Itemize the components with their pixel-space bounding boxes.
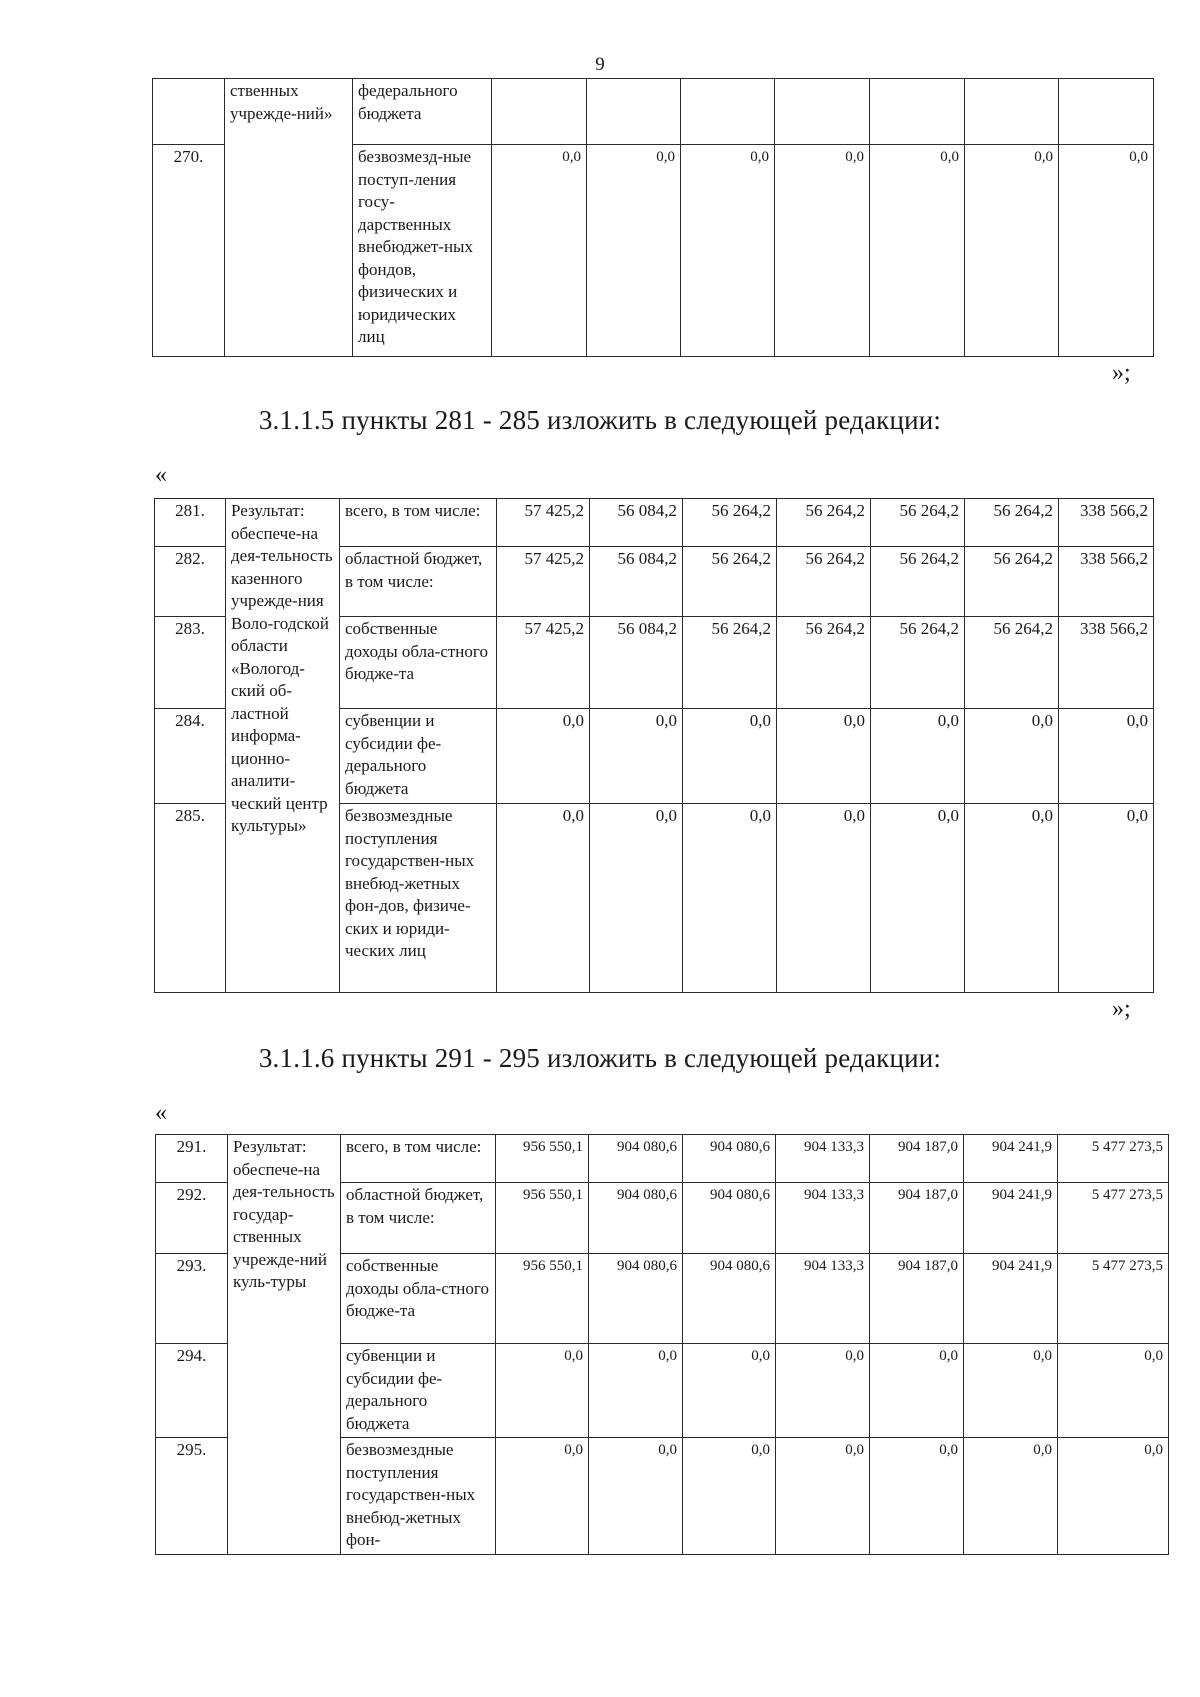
row-number: 270. [153, 145, 225, 357]
value-cell: 56 084,2 [590, 617, 683, 709]
value-cell: 904 080,6 [589, 1183, 683, 1254]
value-cell [587, 79, 681, 145]
value-cell [870, 79, 965, 145]
value-cell: 56 264,2 [777, 617, 871, 709]
value-cell [775, 79, 870, 145]
value-cell: 0,0 [589, 1438, 683, 1555]
row-number: 294. [156, 1344, 228, 1438]
value-cell: 0,0 [871, 804, 965, 993]
table-row [156, 1135, 1169, 1183]
row-number: 285. [155, 804, 226, 993]
value-cell: 338 566,2 [1059, 499, 1154, 547]
value-cell: 904 187,0 [870, 1254, 964, 1344]
value-cell: 0,0 [683, 1344, 776, 1438]
funding-source: субвенции и субсидии фе-дерального бюджета [340, 709, 497, 804]
row-number: 295. [156, 1438, 228, 1555]
page-number: 9 [595, 54, 605, 75]
value-cell: 56 264,2 [965, 499, 1059, 547]
value-cell: 0,0 [590, 709, 683, 804]
value-cell: 5 477 273,5 [1058, 1254, 1169, 1344]
budget-table-281-285 [154, 498, 1154, 993]
value-cell: 0,0 [964, 1344, 1058, 1438]
value-cell [681, 79, 775, 145]
row-number: 293. [156, 1254, 228, 1344]
value-cell: 0,0 [870, 145, 965, 357]
value-cell: 56 264,2 [777, 499, 871, 547]
value-cell: 904 080,6 [589, 1135, 683, 1183]
result-description: ственных учрежде-ний» [225, 79, 353, 357]
result-description: Результат: обеспече-на дея-тельность государ-ственных учрежде-ний куль-туры [228, 1135, 341, 1555]
value-cell: 0,0 [964, 1438, 1058, 1555]
row-number: 282. [155, 547, 226, 617]
value-cell: 0,0 [1058, 1438, 1169, 1555]
value-cell: 0,0 [589, 1344, 683, 1438]
value-cell: 5 477 273,5 [1058, 1183, 1169, 1254]
value-cell: 904 241,9 [964, 1254, 1058, 1344]
result-description: Результат: обеспече-на дея-тельность казенного учрежде-ния Воло-годской области «Вологод-ский об-ластной информа-ционно-аналити-ческий центр культуры» [226, 499, 340, 993]
value-cell: 904 080,6 [683, 1254, 776, 1344]
value-cell: 57 425,2 [497, 617, 590, 709]
value-cell: 0,0 [965, 804, 1059, 993]
closing-quote: »; [1112, 360, 1131, 386]
value-cell: 56 264,2 [871, 499, 965, 547]
value-cell: 0,0 [870, 1438, 964, 1555]
value-cell: 57 425,2 [497, 547, 590, 617]
funding-source: безвозмезд-ные поступ-ления госу-дарственных внебюджет-ных фондов, физических и юридических лиц [353, 145, 492, 357]
opening-quote: « [155, 462, 167, 488]
value-cell: 0,0 [965, 145, 1059, 357]
funding-source: всего, в том числе: [341, 1135, 496, 1183]
value-cell: 904 187,0 [870, 1135, 964, 1183]
value-cell: 0,0 [496, 1344, 589, 1438]
section-heading: 3.1.1.6 пункты 291 - 295 изложить в следующей редакции: [258, 1043, 942, 1073]
row-number: 284. [155, 709, 226, 804]
value-cell: 56 084,2 [590, 547, 683, 617]
value-cell: 0,0 [496, 1438, 589, 1555]
value-cell: 0,0 [497, 804, 590, 993]
value-cell: 0,0 [587, 145, 681, 357]
budget-table-continuation [152, 78, 1154, 357]
value-cell: 56 264,2 [683, 617, 777, 709]
value-cell: 904 133,3 [776, 1183, 870, 1254]
budget-table-291-295 [155, 1134, 1169, 1555]
row-number: 283. [155, 617, 226, 709]
section-heading: 3.1.1.5 пункты 281 - 285 изложить в следующей редакции: [258, 405, 942, 435]
value-cell: 56 264,2 [777, 547, 871, 617]
value-cell: 904 080,6 [683, 1183, 776, 1254]
funding-source: субвенции и субсидии фе-дерального бюджета [341, 1344, 496, 1438]
value-cell: 904 133,3 [776, 1135, 870, 1183]
value-cell: 56 264,2 [871, 547, 965, 617]
value-cell: 956 550,1 [496, 1135, 589, 1183]
value-cell: 56 264,2 [965, 547, 1059, 617]
value-cell: 0,0 [590, 804, 683, 993]
value-cell: 0,0 [1058, 1344, 1169, 1438]
value-cell: 0,0 [776, 1438, 870, 1555]
value-cell: 56 264,2 [965, 617, 1059, 709]
value-cell: 904 241,9 [964, 1183, 1058, 1254]
funding-source: безвозмездные поступления государствен-ных внебюд-жетных фон-дов, физиче-ских и юриди-ческих лиц [340, 804, 497, 993]
value-cell [965, 79, 1059, 145]
value-cell: 956 550,1 [496, 1254, 589, 1344]
value-cell: 904 080,6 [589, 1254, 683, 1344]
funding-source: областной бюджет, в том числе: [341, 1183, 496, 1254]
value-cell: 0,0 [683, 804, 777, 993]
row-number: 281. [155, 499, 226, 547]
funding-source: федерального бюджета [353, 79, 492, 145]
value-cell: 904 133,3 [776, 1254, 870, 1344]
value-cell: 956 550,1 [496, 1183, 589, 1254]
value-cell: 57 425,2 [497, 499, 590, 547]
value-cell: 0,0 [777, 804, 871, 993]
funding-source: собственные доходы обла-стного бюдже-та [341, 1254, 496, 1344]
value-cell: 5 477 273,5 [1058, 1135, 1169, 1183]
value-cell: 56 264,2 [871, 617, 965, 709]
value-cell: 56 264,2 [683, 547, 777, 617]
value-cell: 0,0 [492, 145, 587, 357]
row-number: 291. [156, 1135, 228, 1183]
opening-quote: « [155, 1100, 167, 1126]
funding-source: безвозмездные поступления государствен-ных внебюд-жетных фон- [341, 1438, 496, 1555]
value-cell: 904 080,6 [683, 1135, 776, 1183]
value-cell: 904 187,0 [870, 1183, 964, 1254]
value-cell: 0,0 [1059, 145, 1154, 357]
row-number: 292. [156, 1183, 228, 1254]
value-cell: 0,0 [871, 709, 965, 804]
value-cell: 0,0 [775, 145, 870, 357]
funding-source: всего, в том числе: [340, 499, 497, 547]
table-row [155, 499, 1154, 547]
value-cell [492, 79, 587, 145]
value-cell: 0,0 [965, 709, 1059, 804]
value-cell: 0,0 [681, 145, 775, 357]
funding-source: собственные доходы обла-стного бюдже-та [340, 617, 497, 709]
value-cell: 56 264,2 [683, 499, 777, 547]
value-cell: 0,0 [777, 709, 871, 804]
value-cell: 0,0 [776, 1344, 870, 1438]
value-cell: 338 566,2 [1059, 617, 1154, 709]
value-cell: 0,0 [497, 709, 590, 804]
value-cell: 56 084,2 [590, 499, 683, 547]
value-cell: 0,0 [1059, 804, 1154, 993]
value-cell: 0,0 [870, 1344, 964, 1438]
funding-source: областной бюджет, в том числе: [340, 547, 497, 617]
closing-quote: »; [1112, 996, 1131, 1022]
value-cell: 338 566,2 [1059, 547, 1154, 617]
value-cell: 904 241,9 [964, 1135, 1058, 1183]
value-cell: 0,0 [683, 709, 777, 804]
table-row [153, 79, 1154, 145]
value-cell: 0,0 [683, 1438, 776, 1555]
row-number [153, 79, 225, 145]
value-cell: 0,0 [1059, 709, 1154, 804]
value-cell [1059, 79, 1154, 145]
